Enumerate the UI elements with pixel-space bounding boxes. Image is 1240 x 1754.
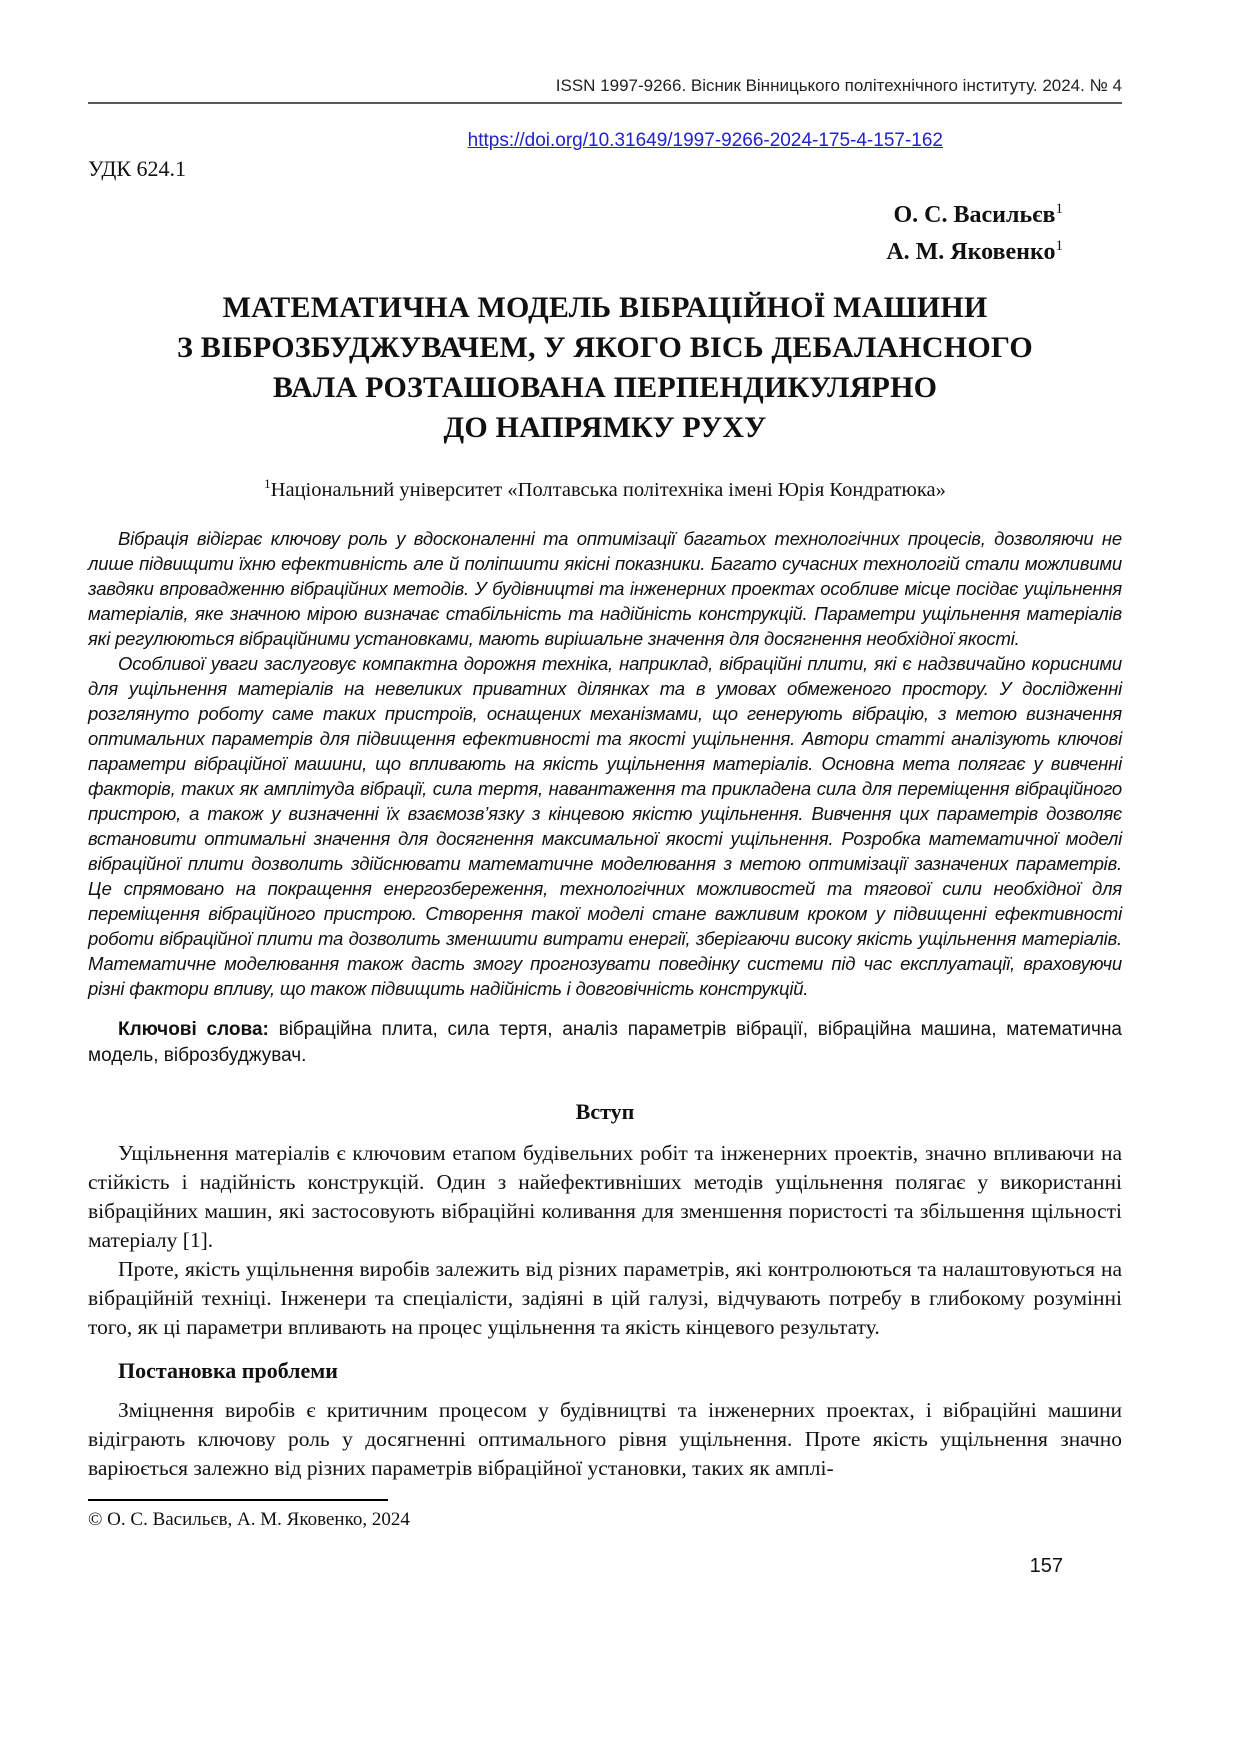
section-heading-problem: Постановка проблеми (118, 1357, 338, 1383)
body-paragraph: Ущільнення матеріалів є ключовим етапом будівельних робіт та інженерних проектів, значно впливаючи на стійкість і надійність конструкцій. Один з найефективніших методів ущільнення полягає у використанні вібраційних машин, які застосовують вібраційні коливання для зменшення пористості та збільшення щільності матеріалу [1]. (88, 1140, 1122, 1252)
body-paragraph: Зміцнення виробів є критичним процесом у будівництві та інженерних проектах, і вібраційні машини відіграють ключову роль у досягненні оптимального рівня ущільнення. Проте якість ущільнення значно варіюється залежно від різних параметрів вібраційної установки, таких як амплі- (88, 1397, 1122, 1480)
author-name: А. М. Яковенко (886, 239, 1056, 265)
abstract (88, 526, 1122, 1001)
footnote-divider (88, 1499, 388, 1501)
author-line (88, 231, 1063, 268)
paper-title-line: МАТЕМАТИЧНА МОДЕЛЬ ВІБРАЦІЙНОЇ МАШИНИ (222, 291, 988, 324)
paper-title-line: З ВІБРОЗБУДЖУВАЧЕМ, У ЯКОГО ВІСЬ ДЕБАЛАНСНОГО (177, 331, 1033, 364)
doi-row (88, 130, 1122, 152)
udc-code: УДК 624.1 (88, 156, 187, 181)
problem-section (88, 1396, 1122, 1483)
abstract-paragraph: Особливої уваги заслуговує компактна дорожня техніка, наприклад, вібраційні плити, які є надзвичайно корисними для ущільнення матеріалів на невеликих приватних ділянках та в умовах обмеженого простору. У дослідженні розглянуто роботу саме таких пристроїв, оснащених механізмами, що генерують вібрацію, з метою визначення оптимальних параметрів для підвищення ефективності та якості ущільнення. Автори статті аналізують ключові параметри вібраційної машини, що впливають на якість ущільнення матеріалів. Основна мета полягає у вивченні факторів, таких як амплітуда вібрації, сила тертя, навантаження та прикладена сила для переміщення вібраційного пристрою, а також у визначенні їх взаємозв’язку з кінцевою якістю ущільнення. Вивчення цих параметрів дозволяє встановити оптимальні значення для досягнення максимальної якості ущільнення. Розробка математичної моделі вібраційної плити дозволить здійснювати математичне моделювання з метою оптимізації зазначених параметрів. Це спрямовано на покращення енергозбереження, технологічних можливостей та тягової сили необхідної для переміщення вібраційного пристрою. Створення такої моделі стане важливим кроком у підвищенні ефективності роботи вібраційної плити та дозволить зменшити витрати енергії, зберігаючи високу якість ущільнення матеріалів. Математичне моделювання також дасть змогу прогнозувати поведінку системи під час експлуатації, враховуючи різні фактори впливу, що також підвищить надійність і довговічність конструкцій. (88, 652, 1122, 999)
section-heading-intro: Вступ (575, 1098, 635, 1124)
authors-block (88, 194, 1122, 268)
affiliation-text: Національний університет «Полтавська політехніка імені Юрія Кондратюка» (270, 478, 946, 501)
author-affiliation-marker: 1 (1055, 238, 1063, 254)
copyright-line: © О. С. Васильєв, А. М. Яковенко, 2024 (88, 1508, 410, 1530)
author-affiliation-marker: 1 (1055, 201, 1063, 217)
doi-link[interactable]: https://doi.org/10.31649/1997-9266-2024-175-4-157-162 (467, 130, 943, 151)
affiliation (88, 476, 1122, 502)
keywords-block (88, 1017, 1122, 1069)
keywords-text: вібраційна плита, сила тертя, аналіз параметрів вібрації, вібраційна машина, математична модель, віброзбуджувач. (88, 1018, 1122, 1066)
journal-header (88, 76, 1122, 104)
issn-line: ISSN 1997-9266. Вісник Вінницького політехнічного інституту. 2024. № 4 (555, 76, 1122, 95)
intro-section (88, 1139, 1122, 1342)
author-line (88, 194, 1063, 231)
abstract-paragraph: Вібрація відіграє ключову роль у вдосконаленні та оптимізації багатьох технологічних процесів, дозволяючи не лише підвищити їхню ефективність але й поліпшити якісні показники. Багато сучасних технологій стали можливими завдяки впровадженню вібраційних методів. У будівництві та інженерних проектах особливе місце посідає ущільнення матеріалів, яке значною мірою визначає стабільність та надійність конструкцій. Параметри ущільнення матеріалів які регулюються вібраційними установками, мають вирішальне значення для досягнення необхідної якості. (88, 527, 1122, 649)
paper-title-line: ВАЛА РОЗТАШОВАНА ПЕРПЕНДИКУЛЯРНО (272, 371, 938, 404)
body-paragraph: Проте, якість ущільнення виробів залежить від різних параметрів, які контролюються та налаштовуються на вібраційній техніці. Інженери та спеціалісти, задіяні в цій галузі, відчувають потребу в глибокому розумінні того, як ці параметри впливають на процес ущільнення та якість кінцевого результату. (88, 1256, 1122, 1339)
keywords-label: Ключові слова: (118, 1018, 269, 1040)
page-number: 157 (1029, 1554, 1063, 1577)
author-name: О. С. Васильєв (893, 202, 1056, 228)
affiliation-marker: 1 (264, 476, 271, 491)
paper-title-line: ДО НАПРЯМКУ РУХУ (443, 411, 767, 444)
paper-title (88, 288, 1122, 448)
